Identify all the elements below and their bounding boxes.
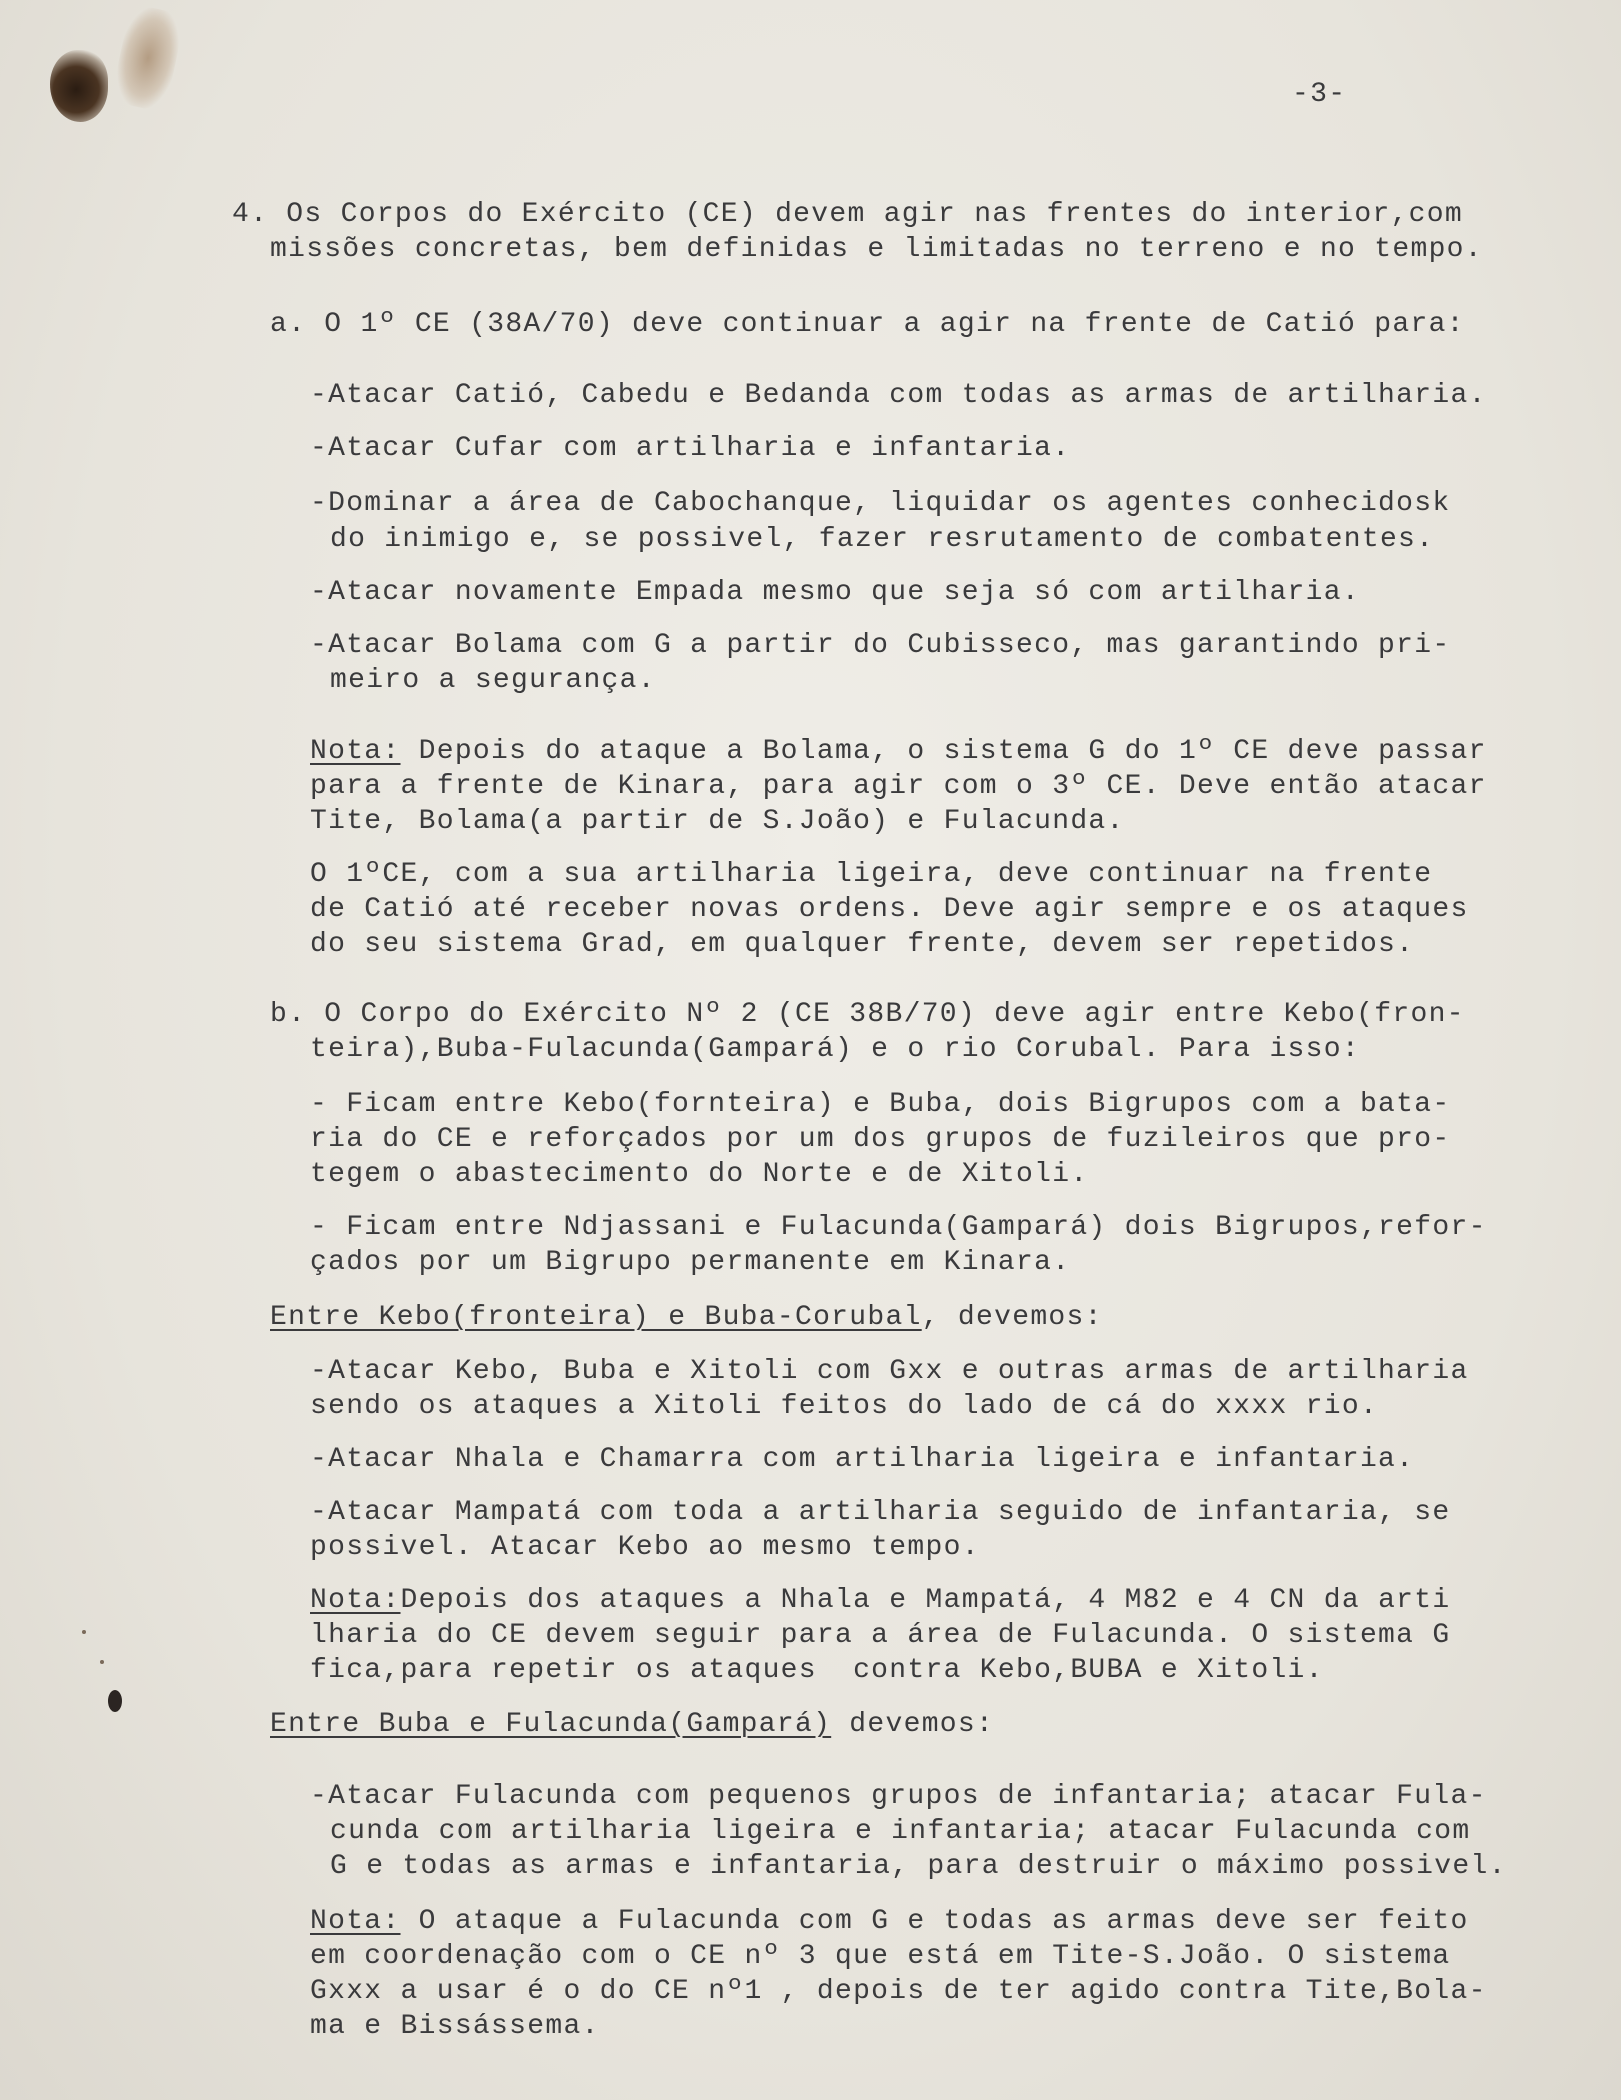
paragraph-4-line-2: missões concretas, bem definidas e limitadas no terreno e no tempo.: [270, 234, 1483, 265]
item-d-1-line-1: -Atacar Fulacunda com pequenos grupos de infantaria; atacar Fula-: [310, 1781, 1487, 1812]
paragraph-1ce-line-1: O 1ºCE, com a sua artilharia ligeira, deve continuar na frente: [310, 859, 1433, 890]
item-d-1-line-2: cunda com artilharia ligeira e infantaria; atacar Fulacunda com: [330, 1816, 1471, 1847]
paragraph-1ce-line-3: do seu sistema Grad, em qualquer frente, devem ser repetidos.: [310, 929, 1415, 960]
nota-2-line-3: fica,para repetir os ataques contra Kebo,BUBA e Xitoli.: [310, 1655, 1324, 1686]
nota-3-line-4: ma e Bissássema.: [310, 2011, 600, 2042]
paper-speck: [100, 1660, 104, 1664]
paper-speck: [82, 1630, 86, 1634]
item-b-1-line-3: tegem o abastecimento do Norte e de Xitoli.: [310, 1159, 1089, 1190]
section-b-heading-line-2: teira),Buba-Fulacunda(Gampará) e o rio Corubal. Para isso:: [310, 1034, 1360, 1065]
nota-1-line-2: para a frente de Kinara, para agir com o 3º CE. Deve então atacar: [310, 771, 1487, 802]
item-b-2-line-2: çados por um Bigrupo permanente em Kinara.: [310, 1247, 1071, 1278]
nota-2-line-1: Nota:Depois dos ataques a Nhala e Mampatá, 4 M82 e 4 CN da arti: [310, 1585, 1451, 1616]
subheading-buba-fulacunda: Entre Buba e Fulacunda(Gampará) devemos:: [270, 1709, 995, 1740]
item-c-3-line-1: -Atacar Mampatá com toda a artilharia seguido de infantaria, se: [310, 1497, 1451, 1528]
item-a-5-line-2: meiro a segurança.: [330, 665, 656, 696]
item-a-1: -Atacar Catió, Cabedu e Bedanda com todas as armas de artilharia.: [310, 380, 1487, 411]
paragraph-1ce-line-2: de Catió até receber novas ordens. Deve agir sempre e os ataques: [310, 894, 1469, 925]
item-a-3-line-2: do inimigo e, se possivel, fazer resrutamento de combatentes.: [330, 524, 1435, 555]
item-c-1-line-1: -Atacar Kebo, Buba e Xitoli com Gxx e outras armas de artilharia: [310, 1356, 1469, 1387]
nota-3-line-3: Gxxx a usar é o do CE nº1 , depois de ter agido contra Tite,Bola-: [310, 1976, 1487, 2007]
nota-1-line-3: Tite, Bolama(a partir de S.João) e Fulacunda.: [310, 806, 1125, 837]
nota-2-line-2: lharia do CE devem seguir para a área de Fulacunda. O sistema G: [310, 1620, 1451, 1651]
nota-label: Nota:: [310, 736, 401, 767]
item-b-1-line-1: - Ficam entre Kebo(fornteira) e Buba, dois Bigrupos com a bata-: [310, 1089, 1451, 1120]
item-d-1-line-3: G e todas as armas e infantaria, para destruir o máximo possivel.: [330, 1851, 1507, 1882]
page-number: -3-: [1292, 79, 1347, 110]
section-b-heading-line-1: b. O Corpo do Exército Nº 2 (CE 38B/70) deve agir entre Kebo(fron-: [270, 999, 1465, 1030]
item-a-4: -Atacar novamente Empada mesmo que seja só com artilharia.: [310, 577, 1360, 608]
nota-3-line-2: em coordenação com o CE nº 3 que está em Tite-S.João. O sistema: [310, 1941, 1451, 1972]
item-b-1-line-2: ria do CE e reforçados por um dos grupos de fuzileiros que pro-: [310, 1124, 1451, 1155]
nota-3-line-1: Nota: O ataque a Fulacunda com G e todas as armas deve ser feito: [310, 1906, 1469, 1937]
subheading-kebo-buba: Entre Kebo(fronteira) e Buba-Corubal, devemos:: [270, 1302, 1103, 1333]
paragraph-4-line-1: 4. Os Corpos do Exército (CE) devem agir nas frentes do interior,com: [232, 199, 1463, 230]
ink-stain: [50, 50, 108, 122]
item-a-5-line-1: -Atacar Bolama com G a partir do Cubisseco, mas garantindo pri-: [310, 630, 1451, 661]
item-c-2: -Atacar Nhala e Chamarra com artilharia ligeira e infantaria.: [310, 1444, 1415, 1475]
section-a-heading: a. O 1º CE (38A/70) deve continuar a agir na frente de Catió para:: [270, 309, 1465, 340]
item-a-3-line-1: -Dominar a área de Cabochanque, liquidar os agentes conhecidosk: [310, 488, 1451, 519]
nota-label: Nota:: [310, 1906, 401, 1937]
item-a-2: -Atacar Cufar com artilharia e infantaria.: [310, 433, 1071, 464]
nota-1-line-1: Nota: Depois do ataque a Bolama, o sistema G do 1º CE deve passar: [310, 736, 1487, 767]
nota-label: Nota:: [310, 1585, 401, 1616]
item-c-1-line-2: sendo os ataques a Xitoli feitos do lado de cá do xxxx rio.: [310, 1391, 1379, 1422]
ink-spot: [108, 1690, 122, 1712]
item-b-2-line-1: - Ficam entre Ndjassani e Fulacunda(Gampará) dois Bigrupos,refor-: [310, 1212, 1487, 1243]
coffee-stain: [110, 3, 186, 112]
item-c-3-line-2: possivel. Atacar Kebo ao mesmo tempo.: [310, 1532, 980, 1563]
